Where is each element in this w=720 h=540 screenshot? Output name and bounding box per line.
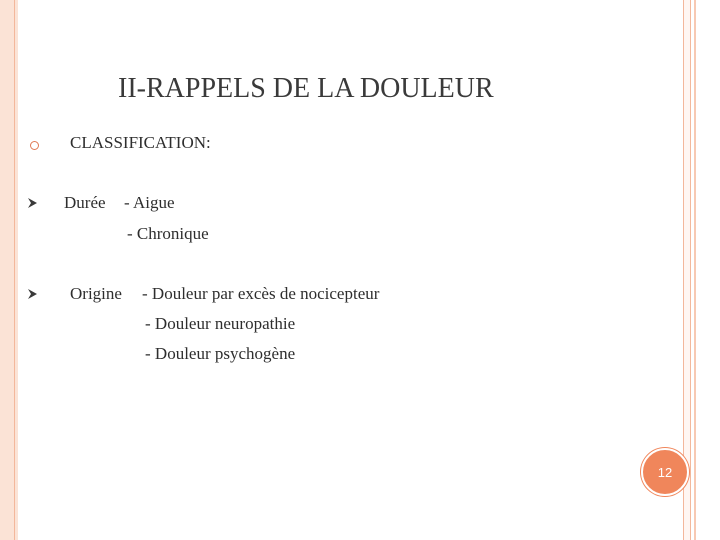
origine-item: - Douleur par excès de nocicepteur bbox=[142, 284, 380, 303]
arrow-bullet-icon bbox=[27, 288, 38, 300]
origine-item: - Douleur neuropathie bbox=[145, 314, 296, 333]
section-heading: CLASSIFICATION: bbox=[70, 133, 211, 152]
page-number-badge: 12 bbox=[641, 448, 689, 496]
origine-item: - Douleur psychogène bbox=[145, 344, 296, 363]
duree-label: Durée bbox=[64, 193, 106, 212]
origine-label: Origine bbox=[70, 284, 122, 303]
duree-item: - Chronique bbox=[127, 224, 209, 243]
right-frame-line bbox=[694, 0, 696, 540]
slide-title: II-RAPPELS DE LA DOULEUR bbox=[118, 73, 494, 104]
left-frame-line bbox=[14, 0, 15, 540]
left-frame-border bbox=[0, 0, 18, 540]
duree-item: - Aigue bbox=[124, 193, 175, 212]
arrow-bullet-icon bbox=[27, 197, 38, 209]
circle-bullet-icon bbox=[30, 141, 39, 150]
